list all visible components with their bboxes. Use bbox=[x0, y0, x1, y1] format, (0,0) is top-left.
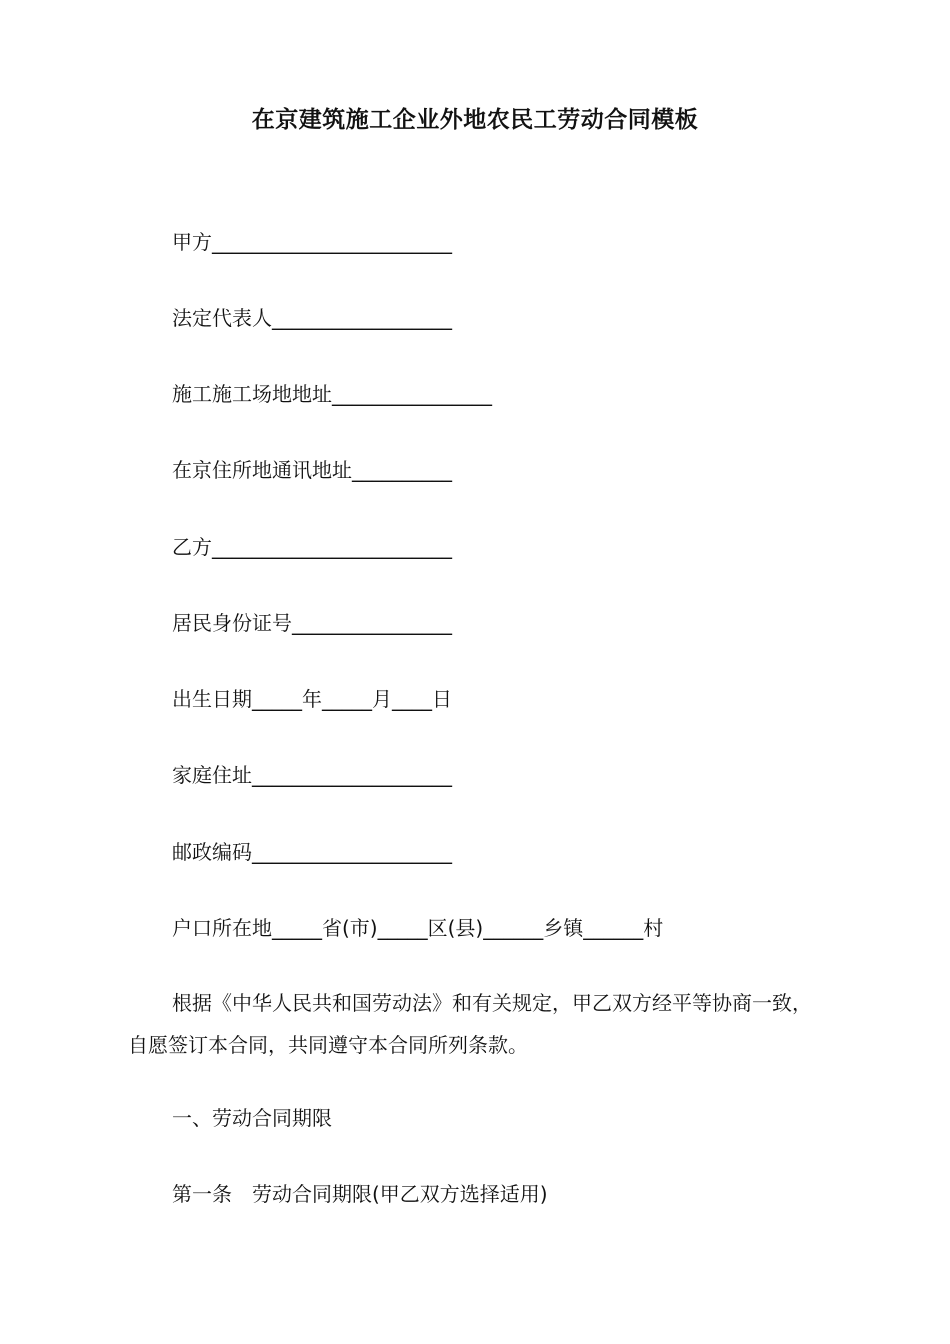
field-party-a: 甲方________________________ bbox=[172, 230, 452, 254]
field-party-b: 乙方________________________ bbox=[172, 535, 452, 559]
field-id-number: 居民身份证号________________ bbox=[172, 611, 452, 635]
section-heading: 一、劳动合同期限 bbox=[172, 1106, 332, 1130]
document-title: 在京建筑施工企业外地农民工劳动合同模板 bbox=[251, 107, 699, 133]
field-postal-code: 邮政编码____________________ bbox=[172, 840, 452, 864]
field-construction-site-address: 施工施工场地地址________________ bbox=[172, 382, 492, 406]
field-legal-representative: 法定代表人__________________ bbox=[172, 306, 452, 330]
field-household-registration: 户口所在地_____省(市)_____区(县)______乡镇______村 bbox=[172, 916, 664, 940]
field-home-address: 家庭住址____________________ bbox=[172, 763, 452, 787]
article-heading: 第一条 劳动合同期限(甲乙双方选择适用) bbox=[172, 1182, 548, 1206]
preamble-paragraph bbox=[128, 982, 828, 1066]
field-beijing-mailing-address: 在京住所地通讯地址__________ bbox=[172, 458, 452, 482]
field-birth-date: 出生日期_____年_____月____日 bbox=[172, 687, 452, 711]
preamble-text: 根据《中华人民共和国劳动法》和有关规定，甲乙双方经平等协商一致，自愿签订本合同，共同遵守本合同所列条款。 bbox=[128, 991, 812, 1057]
